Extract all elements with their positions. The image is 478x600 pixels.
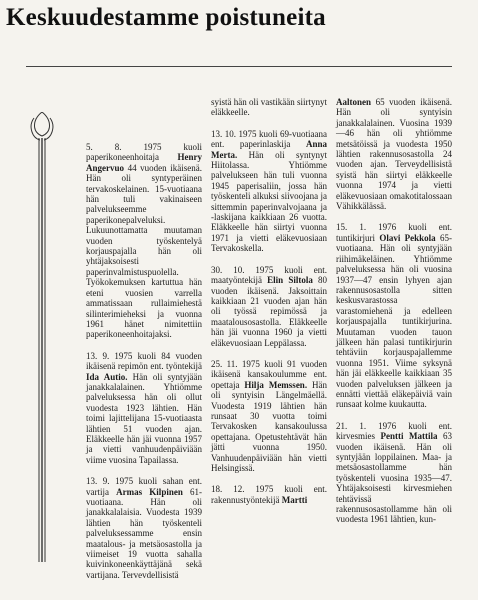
obituary-entry: 21. 1. 1976 kuoli ent. kirvesmies Pentti Mattila 63 vuoden ikäisenä. Hän oli syntyjään loppilainen. Maa- ja metsäosastollamme hän työskenteli vuosina 1935—47. Yhtäjaksoisesti kirvesmiehen tehtävissä rakennusosastollamme hän oli vuodesta 1961 lähtien, kun- xyxy=(336,420,453,525)
obituary-entry: 15. 1. 1976 kuoli ent. tuntikirjuri Olavi Pekkola 65-vuotiaana. Hän oli syntyjään riihimäkeläinen. Yhtiömme palveluksessa hän oli vuosina 1937—47 ensin lyhyen ajan rakennusosastolla sitten keskusvarastossa varastomiehenä ja edelleen korjauspajalla tuntikirjurina. Muutaman vuoden tauon jälkeen hän palasi tuntikirjurin tehtäviin korjauspajallemme vuonna 1951. Viime syksynä hän jäi eläkkeelle kaikkiaan 35 vuoden palveluksen jälkeen ja ennätti viettää eläkepäiviä vain runsaat kolme kuukautta. xyxy=(336,222,452,410)
deceased-name: Aaltonen xyxy=(336,97,372,107)
text-column-3 xyxy=(336,97,452,536)
deceased-name: Hilja Memssen. xyxy=(244,379,308,390)
obituary-entry: 13. 10. 1975 kuoli 69-vuotiaana ent. paperinlaskija Anna Merta. Hän oli syntynyt Hiitolassa. Yhtiömme palvelukseen hän tuli vuonna 1945 paperisaliin, jossa hän työskenteli alkuksi siivoojana ja sittemmin paperinvalvojaana ja -laskijana kaikkiaan 26 vuotta. Eläkkeelle hän siirtyi vuonna 1971 ja vietti eläkevuosiaan Tervakoskella. xyxy=(211,128,327,254)
obituary-entry: 5. 8. 1975 kuoli paperikoneenhoitaja Henry Angervuo 44 vuoden ikäisenä. Hän oli syntyperäinen tervakoskelainen. 15-vuotiaana hän tuli vakinaiseen palvelukseemme paperikonepalveluksi. Lukuunottamatta muutaman vuoden työskentelyä korjauspajalla hän oli yhtäjaksoisesti paperinvalmistuspuolella. Työkokemuksen kartuttua hän eteni vuosien varrella ammatissaan rullaimiehestä silinterimieheksi ja vuonna 1961 hänet nimitettiin paperikoneenhoitajaksi. xyxy=(86,142,202,340)
obituary-entry: Aaltonen 65 vuoden ikäisenä. Hän oli syntyisin janakkalalainen. Vuosina 1939—46 hän oli yhtiömme metsätöissä ja vuodesta 1950 lähtien rakennusosastolla 24 vuoden ajan. Terveydellisistä syistä hän siirtyi eläkkeelle vuonna 1974 ja vietti eläkevuosiaan omakotitalossaan Vähikkälässä. xyxy=(336,97,452,212)
obituary-entry: 30. 10. 1975 kuoli ent. maatyöntekijä Elin Siltola 80 vuoden ikäisenä. Jaksoittain kaikkiaan 21 vuoden ajan hän oli työssä repimössä ja maatalousosastolla. Eläkkeelle hän jäi vuonna 1960 ja vietti eläkevuosiaan Leppälassa. xyxy=(211,264,328,348)
obituary-entry: 18. 12. 1975 kuoli ent. rakennustyöntekijä Martti xyxy=(211,484,327,505)
deceased-name: Ida Autio. xyxy=(86,371,128,382)
obituary-entry: 13. 9. 1975 kuoli sahan ent. vartija Armas Kilpinen 61-vuotiaana. Hän oli janakkalalaisia. Vuodesta 1939 lähtien hän työskenteli palveluksessamme ensin maatalous- ja metsäosastolla ja viimeiset 19 vuotta sahalla kuivinkoneenkäyttäjänä sekä vartijana. Tervevdellisistä xyxy=(86,476,202,580)
text-column-2 xyxy=(211,97,327,516)
obituary-entry: syistä hän oli vastikään siirtynyt eläkkeelle. xyxy=(211,97,327,118)
page-title: Keskuudestamme poistuneita xyxy=(6,4,326,31)
text-column-1 xyxy=(86,142,202,591)
deceased-name: Elin Siltola xyxy=(267,275,313,286)
obituary-entry: 13. 9. 1975 kuoli 84 vuoden ikäisenä repimön ent. työntekijä Ida Autio. Hän oli syntyjään janakkalalainen. Yhtiömme palveluksessa hän oli ollut vuodesta 1923 lähtien. Hän toimi lajittelijana 15-vuotiaasta lähtien 51 vuoden ajan. Eläkkeelle hän jäi vuonna 1957 ja vietti vanhuudenpäiviään viime vuosina Tapailassa. xyxy=(86,350,202,465)
header-rule xyxy=(26,66,452,67)
obituary-entry: 25. 11. 1975 kuoli 91 vuoden ikäisenä kansakoulumme ent. opettaja Hilja Memssen. Hän oli syntyisin Längelmäellä. Vuodesta 1919 lähtien hän runsaat 30 vuotta toimi Tervakosken kansakoulussa opettajana. Opetustehtävät hän jätti vuonna 1950. Vanhuudenpäiviään hän vietti Helsingissä. xyxy=(211,358,327,473)
flourish-ornament xyxy=(28,112,56,562)
deceased-name: Henry Angervuo xyxy=(86,152,202,173)
deceased-name: Olavi Pekkola xyxy=(379,232,436,243)
deceased-name: Anna Merta. xyxy=(211,139,327,160)
deceased-name: Pentti Mattila xyxy=(380,431,438,442)
deceased-name: Armas Kilpinen xyxy=(116,486,183,497)
deceased-name: Martti xyxy=(281,494,308,505)
